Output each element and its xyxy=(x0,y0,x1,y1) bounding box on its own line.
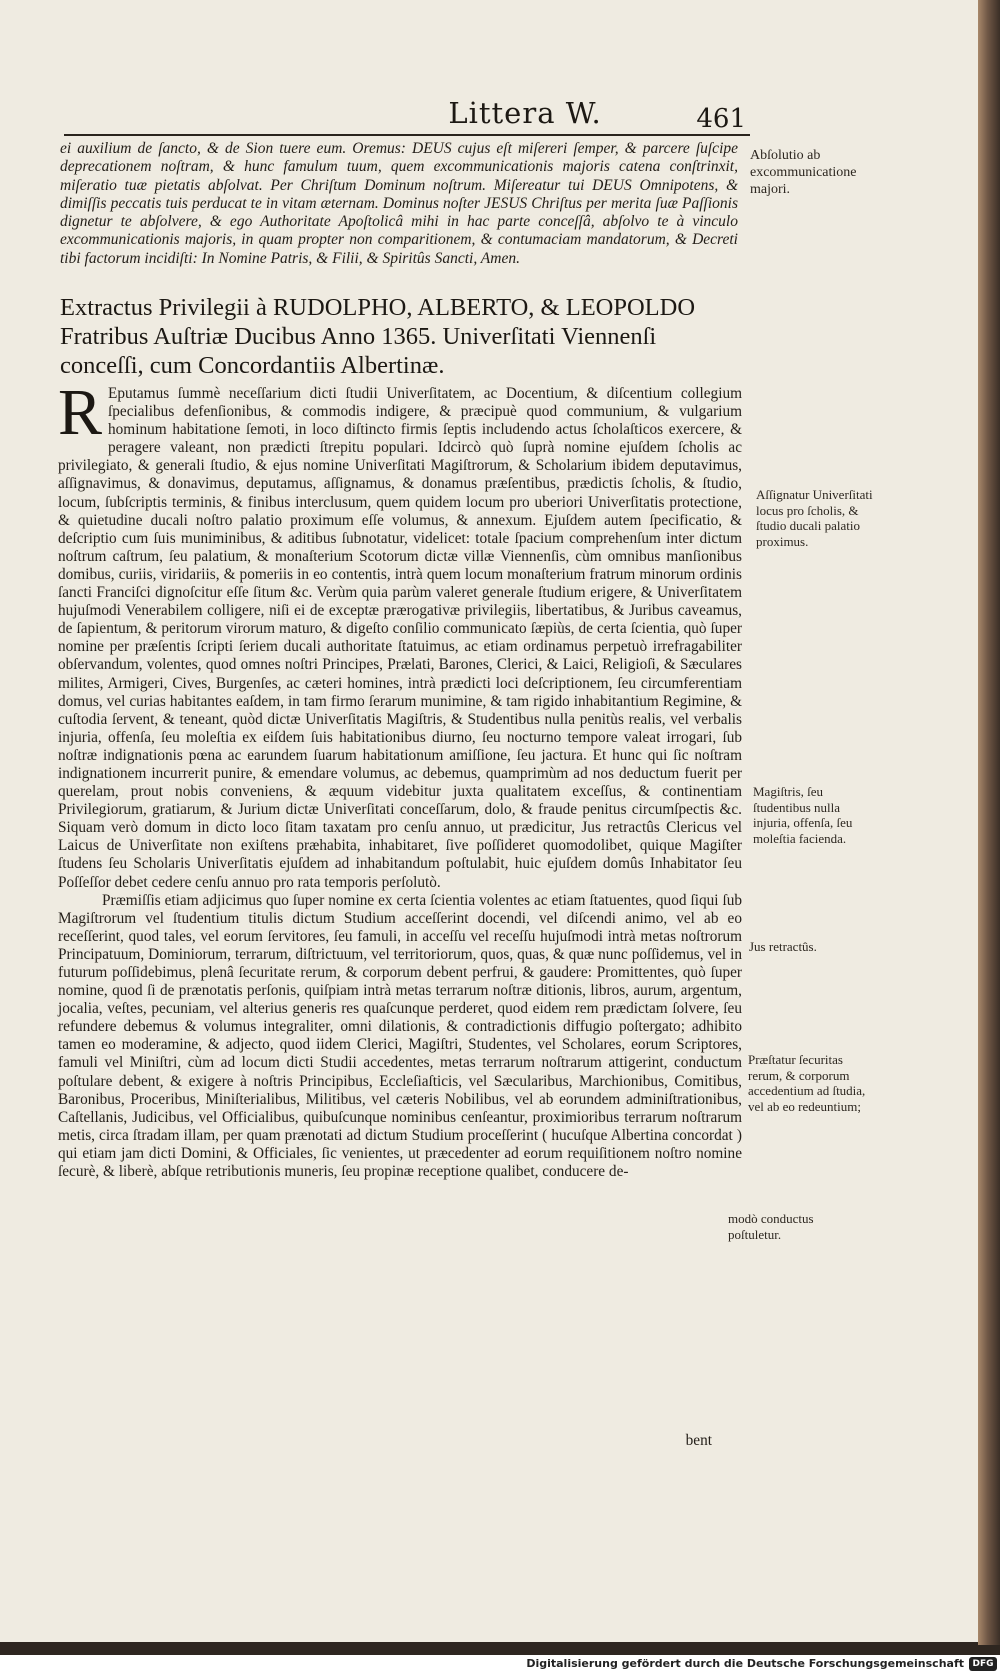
body-paragraph-1-text: Eputamus ſummè neceſſarium dicti ſtudii Univerſitatem, ac Docentium, & diſcentium collegium ſpecialibus defenſionibus, & commodis indigere, & præcipuè quod communium, & vulgarium hominum habitatione ſemoti, in loco diſtincto firmis ſeptis includendo actus ſcholaſticos exercere, & peragere valeant, non prædicti ſtrepitu populari. Idcircò quò ſuprà nomine ejuſdem ſcholis ac privilegiato, & generali ſtudio, & ejus nomine Univerſitati Magiſtrorum, & Scholarium ibidem deputavimus, aſſignavimus, & donavimus, deputamus, aſſignamus, & donamus præſentibus, prædictis ſcholis, & ſtudio, locum, ſubſcriptis terminis, & finibus interclusum, quem quidem locum pro uberiori Univerſitatis protectione, & quietudine ducali noſtro palatio proximum eſſe volumus, & annexum. Ejuſdem autem ſpecificatio, & deſcriptio cum ſuis muniminibus, & aditibus ſubnotatur, videlicet: totale ſpacium comprehenſum inter dictum noſtrum caſtrum, ſeu palatium, & monaſterium Scotorum dictæ villæ Viennenſis, cùm omnibus manſionibus domibus, curiis, viridariis, & pomeriis in eo contentis, intrà quem locum monaſterium fratrum minorum ordinis ſancti Franciſci dignoſcitur eſſe ſitum &c. Verùm quia parùm valeret generale ſtudium erigere, & Univerſitatem hujuſmodi Venerabilem colligere, niſi ei de exceptæ prærogativæ privilegiis, libertatibus, & Juribus caveamus, de ſapientum, & peritorum virorum maturo, & digeſto conſilio communicato ſæpiùs, de certa ſcientia, quò ſuper nomine per præſentis ſcripti ſeriem ducali authoritate ſtatuimus, ac etiam ordinamus perpetuò irrefragabiliter obſervandum, volentes, quod omnes noſtri Principes, Prælati, Barones, Clerici, & Laici, Religioſi, & Sæculares milites, Armigeri, Cives, Burgenſes, ac cæteri homines, intrà prædicti loci deſcriptionem, ſeu circumferentiam domus, vel curias habitantes eaſdem, in tam firmo ſerarum munimine, & tam rigido inhabitantium Regimine, & cuſtodia ſervent, & teneant, quòd dictæ Univerſitatis Magiſtris, & Studentibus nulla penitùs realis, vel verbalis injuria, offenſa, ſeu moleſtia ex eiſdem ſuis habitationibus diurno, ſeu nocturno tempore valeat irrogari, ſub noſtræ indignationis pœna ac earundem ſuarum habitationum amiſſione, ſeu jactura. Et hunc qui ſic noſtram indignationem incurrerit punire, & emendare volumus, ac debemus, quamprimùm ad nos deductum fuerit per querelam, prout nobis conveniens, & æquum videbitur juxta qualitatem exceſſus, & continentiam Privilegiorum, gratiarum, & Jurium dictæ Univerſitati conceſſarum, dolo, & fraude penitus circumſpectis &c. Siquam verò domum in dicto loco ſitam taxatam pro cenſu annuo, ut prædicitur, Jus retractûs Clericus vel Laicus de Univerſitate non exiſtens præhabita, inhabitaret, ſive poſſideret quomodolibet, quique Magiſter ſtudens ſeu Scholaris Univerſitatis ejuſdem ad inhabitandum poſtulabit, huic ejuſdem domûs Inhabitator ſeu Poſſeſſor debet cedere cenſu annuo pro rata temporis perſolutò. xyxy=(58,385,742,891)
section-title xyxy=(60,293,744,380)
running-head: Littera W. xyxy=(448,96,602,130)
body-text-block xyxy=(58,376,742,1181)
body-paragraph-2: Præmiſſis etiam adjicimus quo ſuper nomine ex certa ſcientia volentes ac etiam ſtatuentes, quod ſiqui ſub Magiſtrorum vel ſtudentium titulis dictum Studium acceſſerint docendi, vel diſcendi animo, vel ab eo receſſerint, quod tales, vel eorum ſervitores, ſeu famuli, in acceſſu vel receſſu hujuſmodi intrà metas noſtrorum Principatuum, Dominiorum, terrarum, diſtrictuum, vel territoriorum, quos, quas, & quæ nunc poſſidemus, vel in futurum poſſidebimus, plenâ ſecuritate rerum, & corporum debent perfrui, & gaudere: Promittentes, quò ſuper nomine, quod ſi de prænotatis perſonis, quiſpiam intrà metas terrarum noſtræ ditionis, libros, aurum, argentum, jocalia, veſtes, pecuniam, vel alterius generis res quaſcunque perderet, quod eidem rem prædictam ſolvere, ſeu refundere debemus & volumus integraliter, omni dilationis, & contradictionis diffugio poſtergato; adhibito tamen eo moderamine, & adjecto, quod iidem Clerici, Magiſtri, Studentes, vel Scholares, eorum Scriptores, famuli vel Miniſtri, cùm ad locum dicti Studii accedentes, metas terrarum noſtrarum attigerint, conductum poſtulare debent, & exigere à noſtris Principibus, Eccleſiaſticis, vel Sæcularibus, Marchionibus, Comitibus, Baronibus, Proceribus, Miniſterialibus, Militibus, vel cæteris Nobilibus, vel ab eorundem adminiſtrationibus, Caſtellanis, Judicibus, vel Officialibus, quibuſcunque nominibus cenſeantur, proximioribus terrarum noſtrarum metis, circa ſtradam illam, per quam prænotati ad dictum Studium proceſſerint ( hucuſque Albertina concordat ) qui etiam jam dicti Domini, & Officiales, ſic venientes, ut præcedenter ad eorum requiſitionem noſtro nomine ſecurè, & liberè, abſque retributionis muneris, ſeu propinæ receptione qualibet, conducere de- xyxy=(58,891,742,1181)
dfg-logo-icon: DFG xyxy=(969,1657,997,1671)
footer-credit: Digitalisierung gefördert durch die Deutsche Forschungsgemeinschaft xyxy=(526,1657,964,1670)
marginal-note-conductus: modò conductus poſtuletur. xyxy=(728,1211,814,1242)
drop-capital: R xyxy=(58,376,103,449)
marginal-note-assignatur: Aſſignatur Univerſitati locus pro ſcholis, & ſtudio ducali palatio proximus. xyxy=(756,487,873,549)
marginal-note-magistris: Magiſtris, ſeu ſtudentibus nulla injuria, offenſa, ſeu moleſtia facienda. xyxy=(753,784,853,846)
marginal-note-jus-retractus: Jus retractûs. xyxy=(749,939,817,954)
page-number: 461 xyxy=(696,104,746,134)
section-title-text: Extractus Privilegii à RUDOLPHO, ALBERTO, & LEOPOLDO Fratribus Auſtriæ Ducibus Anno 1365. Univerſitati Viennenſi conceſſi, cum Concordantiis Albertinæ. xyxy=(60,294,696,379)
digitization-footer xyxy=(0,1655,1000,1674)
head-rule xyxy=(64,134,750,136)
marginal-note-absolutio: Abſolutio ab excommunicatione majori. xyxy=(750,148,857,197)
prayer-text-block xyxy=(60,140,738,268)
body-paragraph-1 xyxy=(58,376,742,892)
prayer-paragraph: ei auxilium de ſancto, & de Sion tuere eum. Oremus: DEUS cujus eſt miſereri ſemper, & parcere ſuſcipe deprecationem noſtram, & hunc famulum tuum, quem excommunicationis majoris catena conſtrinxit, miſeratio tuæ pietatis abſolvat. Per Chriſtum Dominum noſtrum. Miſereatur tui DEUS Omnipotens, & dimiſſis peccatis tuis perducat te in vitam æternam. Dominus noſter JESUS Chriſtus per merita ſuæ Paſſionis dignetur te abſolvere, & ego Authoritate Apoſtolicâ mihi in hac parte conceſſâ, abſolvo te à vinculo excommunicationis majoris, in quam propter non comparitionem, & contumaciam mandatorum, & Decreti tibi factorum incidiſti: In Nomine Patris, & Filii, & Spiritûs Sancti, Amen. xyxy=(60,140,738,267)
marginal-note-securitas: Præſtatur ſecuritas rerum, & corporum accedentium ad ſtudia, vel ab eo redeuntium; xyxy=(748,1052,866,1114)
catchword: bent xyxy=(685,1432,712,1449)
page-edge xyxy=(978,0,1000,1645)
